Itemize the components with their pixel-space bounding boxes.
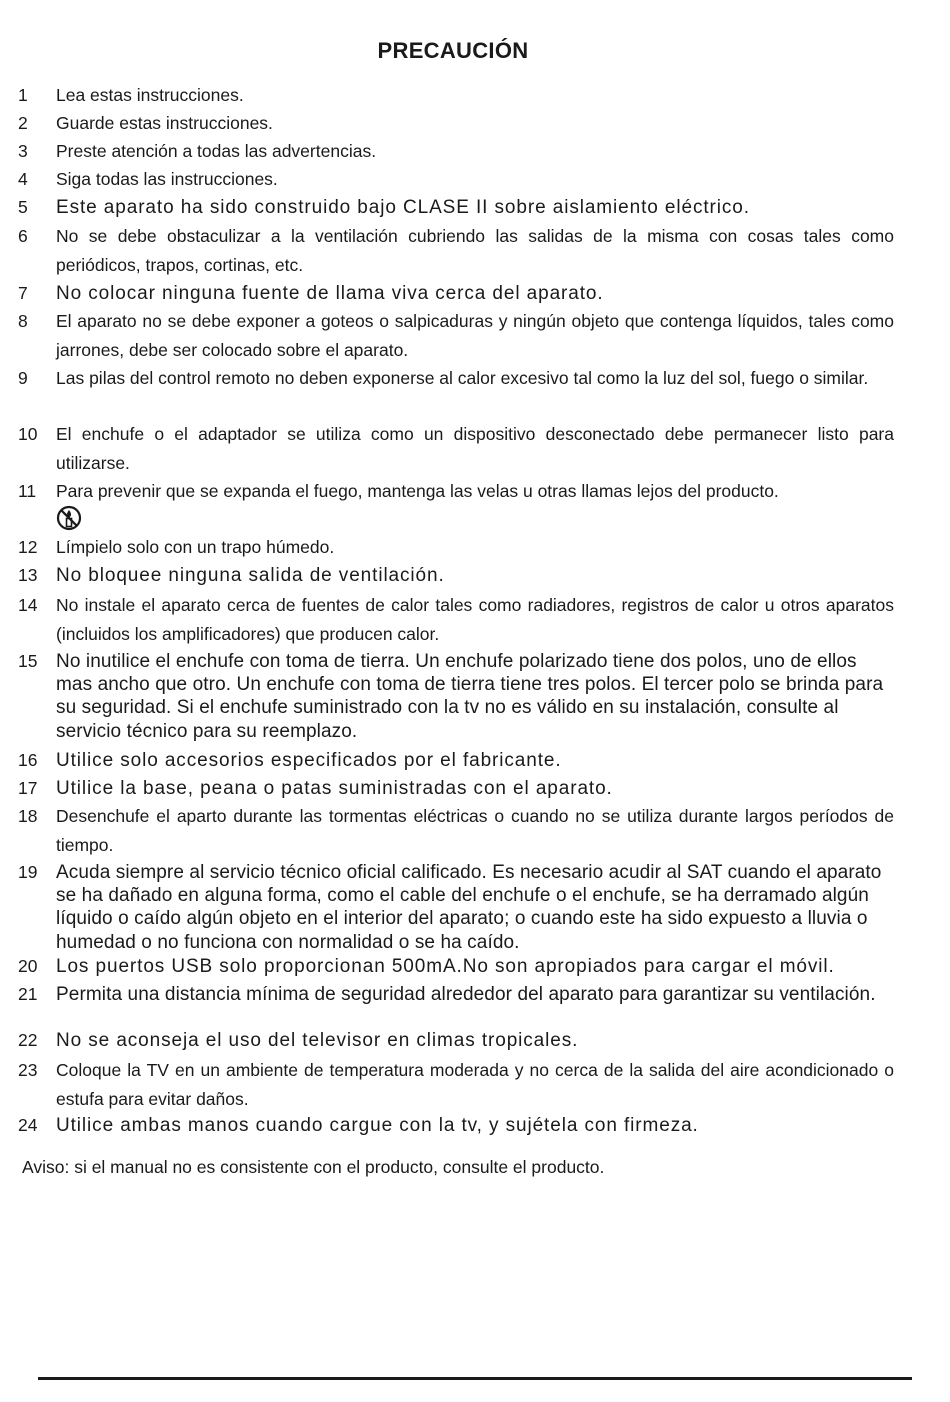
item-text: No instale el aparato cerca de fuentes de calor tales como radiadores, registros de calor u otros aparatos (incluidos los amplificadores) que producen calor. (56, 595, 894, 644)
item-text: Siga todas las instrucciones. (56, 169, 278, 189)
item-text: Coloque la TV en un ambiente de temperatura moderada y no cerca de la salida del aire acondicionado o estufa para evitar daños. (56, 1060, 894, 1109)
item-number: 18 (18, 806, 38, 826)
item-number: 3 (18, 141, 28, 161)
item-number: 14 (18, 595, 38, 615)
item-text: Acuda siempre al servicio técnico oficial calificado. Es necesario acudir al SAT cuando el aparato se ha dañado en alguna forma, como el cable del enchufe o el enchufe, se ha derramado algún líquido o caído algún objeto en el interior del aparato; o cuando este ha sido expuesto a lluvia o humedad o no funciona con normalidad o se ha caído. (56, 862, 882, 953)
no-candle-flame-icon (56, 505, 82, 531)
item-text: Lea estas instrucciones. (56, 85, 244, 105)
item-number: 5 (18, 197, 28, 217)
item-number: 8 (18, 311, 28, 331)
item-number: 16 (18, 750, 38, 770)
item-number: 11 (18, 481, 37, 501)
item-text: No se debe obstaculizar a la ventilación cubriendo las salidas de la misma con cosas tales como periódicos, trapos, cortinas, etc. (56, 226, 894, 275)
item-number: 13 (18, 565, 38, 585)
item-text: Utilice ambas manos cuando cargue con la tv, y sujétela con firmeza. (56, 1115, 699, 1136)
item-text: Permita una distancia mínima de seguridad alrededor del aparato para garantizar su ventilación. (56, 984, 876, 1005)
item-number: 22 (18, 1030, 38, 1050)
item-text: Límpielo solo con un trapo húmedo. (56, 537, 335, 557)
item-text: Las pilas del control remoto no deben exponerse al calor excesivo tal como la luz del sol, fuego o similar. (56, 368, 869, 388)
item-text: Preste atención a todas las advertencias. (56, 141, 377, 161)
page-title: PRECAUCIÓN (377, 38, 529, 63)
item-text: Desenchufe el aparto durante las tormentas eléctricas o cuando no se utiliza durante largos períodos de tiempo. (56, 806, 894, 855)
item-text: No inutilice el enchufe con toma de tierra. Un enchufe polarizado tiene dos polos, uno de ellos mas ancho que otro. Un enchufe con toma de tierra tiene tres polos. El tercer polo se brinda para su seguridad. Si el enchufe suministrado con la tv no es válido en su instalación, consulte al servicio técnico para su reemplazo. (56, 651, 884, 742)
item-text: Utilice la base, peana o patas suministradas con el aparato. (56, 778, 613, 799)
item-text: No se aconseja el uso del televisor en climas tropicales. (56, 1030, 579, 1051)
item-number: 4 (18, 169, 28, 189)
item-text: Para prevenir que se expanda el fuego, mantenga las velas u otras llamas lejos del producto. (56, 481, 779, 501)
item-text: Los puertos USB solo proporcionan 500mA.No son apropiados para cargar el móvil. (56, 956, 835, 977)
item-number: 7 (18, 283, 28, 303)
item-text: Utilice solo accesorios especificados por el fabricante. (56, 750, 562, 771)
item-number: 21 (18, 984, 38, 1004)
item-number: 2 (18, 113, 28, 133)
item-number: 23 (18, 1060, 38, 1080)
item-number: 10 (18, 424, 38, 444)
item-text: El aparato no se debe exponer a goteos o salpicaduras y ningún objeto que contenga líquidos, tales como jarrones, debe ser colocado sobre el aparato. (56, 311, 894, 360)
item-number: 17 (18, 778, 38, 798)
item-text: Este aparato ha sido construido bajo CLASE II sobre aislamiento eléctrico. (56, 197, 750, 218)
item-number: 12 (18, 537, 38, 557)
item-number: 20 (18, 956, 38, 976)
item-text: El enchufe o el adaptador se utiliza como un dispositivo desconectado debe permanecer listo para utilizarse. (56, 424, 894, 473)
item-number: 9 (18, 368, 28, 388)
item-number: 15 (18, 651, 38, 671)
item-number: 24 (18, 1115, 38, 1135)
item-text: Guarde estas instrucciones. (56, 113, 273, 133)
item-text: No colocar ninguna fuente de llama viva cerca del aparato. (56, 283, 604, 304)
bottom-divider (38, 1377, 912, 1380)
item-text: No bloquee ninguna salida de ventilación. (56, 565, 445, 586)
item-number: 19 (18, 862, 38, 882)
item-number: 6 (18, 226, 28, 246)
item-number: 1 (18, 85, 28, 105)
disclaimer-notice: Aviso: si el manual no es consistente con el producto, consulte el producto. (22, 1157, 605, 1177)
